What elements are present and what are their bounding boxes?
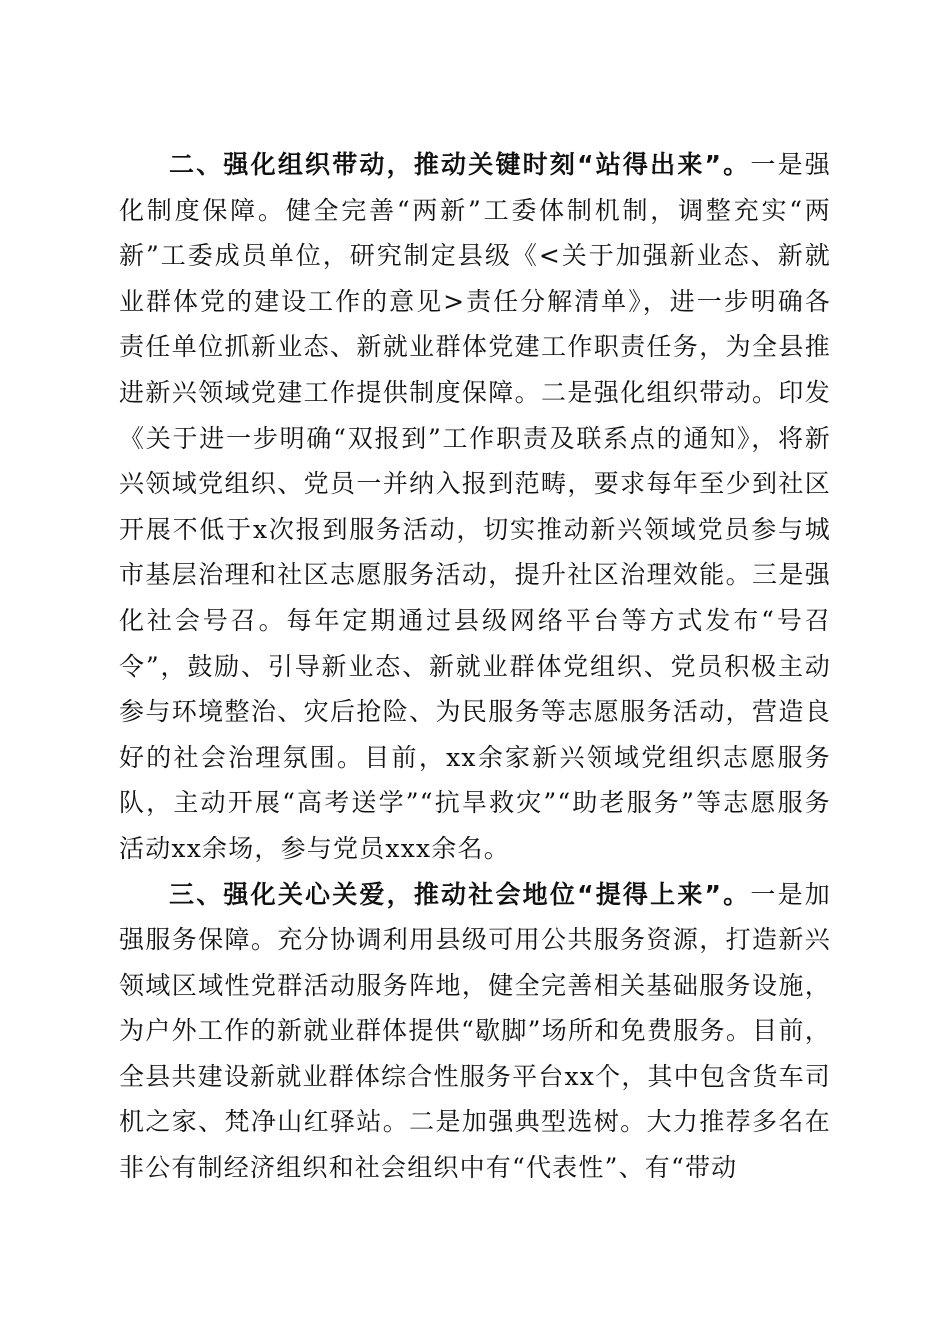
paragraph-3-heading: 三、强化关心关爱，推动社会地位“提得上来”。 bbox=[169, 879, 751, 909]
paragraph-2 bbox=[119, 142, 831, 872]
paragraph-3-text: 一是加强服务保障。充分协调利用县级可用公共服务资源，打造新兴领域区域性党群活动服务阵地，健全完善相关基础服务设施，为户外工作的新就业群体提供“歇脚”场所和免费服务。目前，全县共建设新就业群体综合性服务平台xx个，其中包含货车司机之家、梵净山红驿站。二是加强典型选树。大力推荐多名在非公有制经济组织和社会组织中有“代表性”、有“带动 bbox=[119, 879, 832, 1183]
document-body bbox=[119, 142, 831, 1191]
paragraph-2-text: 一是强化制度保障。健全完善“两新”工委体制机制，调整充实“两新”工委成员单位，研究制定县级《<关于加强新业态、新就业群体党的建设工作的意见>责任分解清单》，进一步明确各责任单位抓新业态、新就业群体党建工作职责任务，为全县推进新兴领域党建工作提供制度保障。二是强化组织带动。印发《关于进一步明确“双报到”工作职责及联系点的通知》，将新兴领域党组织、党员一并纳入报到范畴，要求每年至少到社区开展不低于x次报到服务活动，切实推动新兴领域党员参与城市基层治理和社区志愿服务活动，提升社区治理效能。三是强化社会号召。每年定期通过县级网络平台等方式发布“号召令”，鼓励、引导新业态、新就业群体党组织、党员积极主动参与环境整治、灾后抢险、为民服务等志愿服务活动，营造良好的社会治理氛围。目前，xx余家新兴领域党组织志愿服务队，主动开展“高考送学”“抗旱救灾”“助老服务”等志愿服务活动xx余场，参与党员xxx余名。 bbox=[119, 150, 832, 863]
paragraph-2-heading: 二、强化组织带动，推动关键时刻“站得出来”。 bbox=[169, 150, 751, 179]
paragraph-3 bbox=[119, 872, 831, 1191]
